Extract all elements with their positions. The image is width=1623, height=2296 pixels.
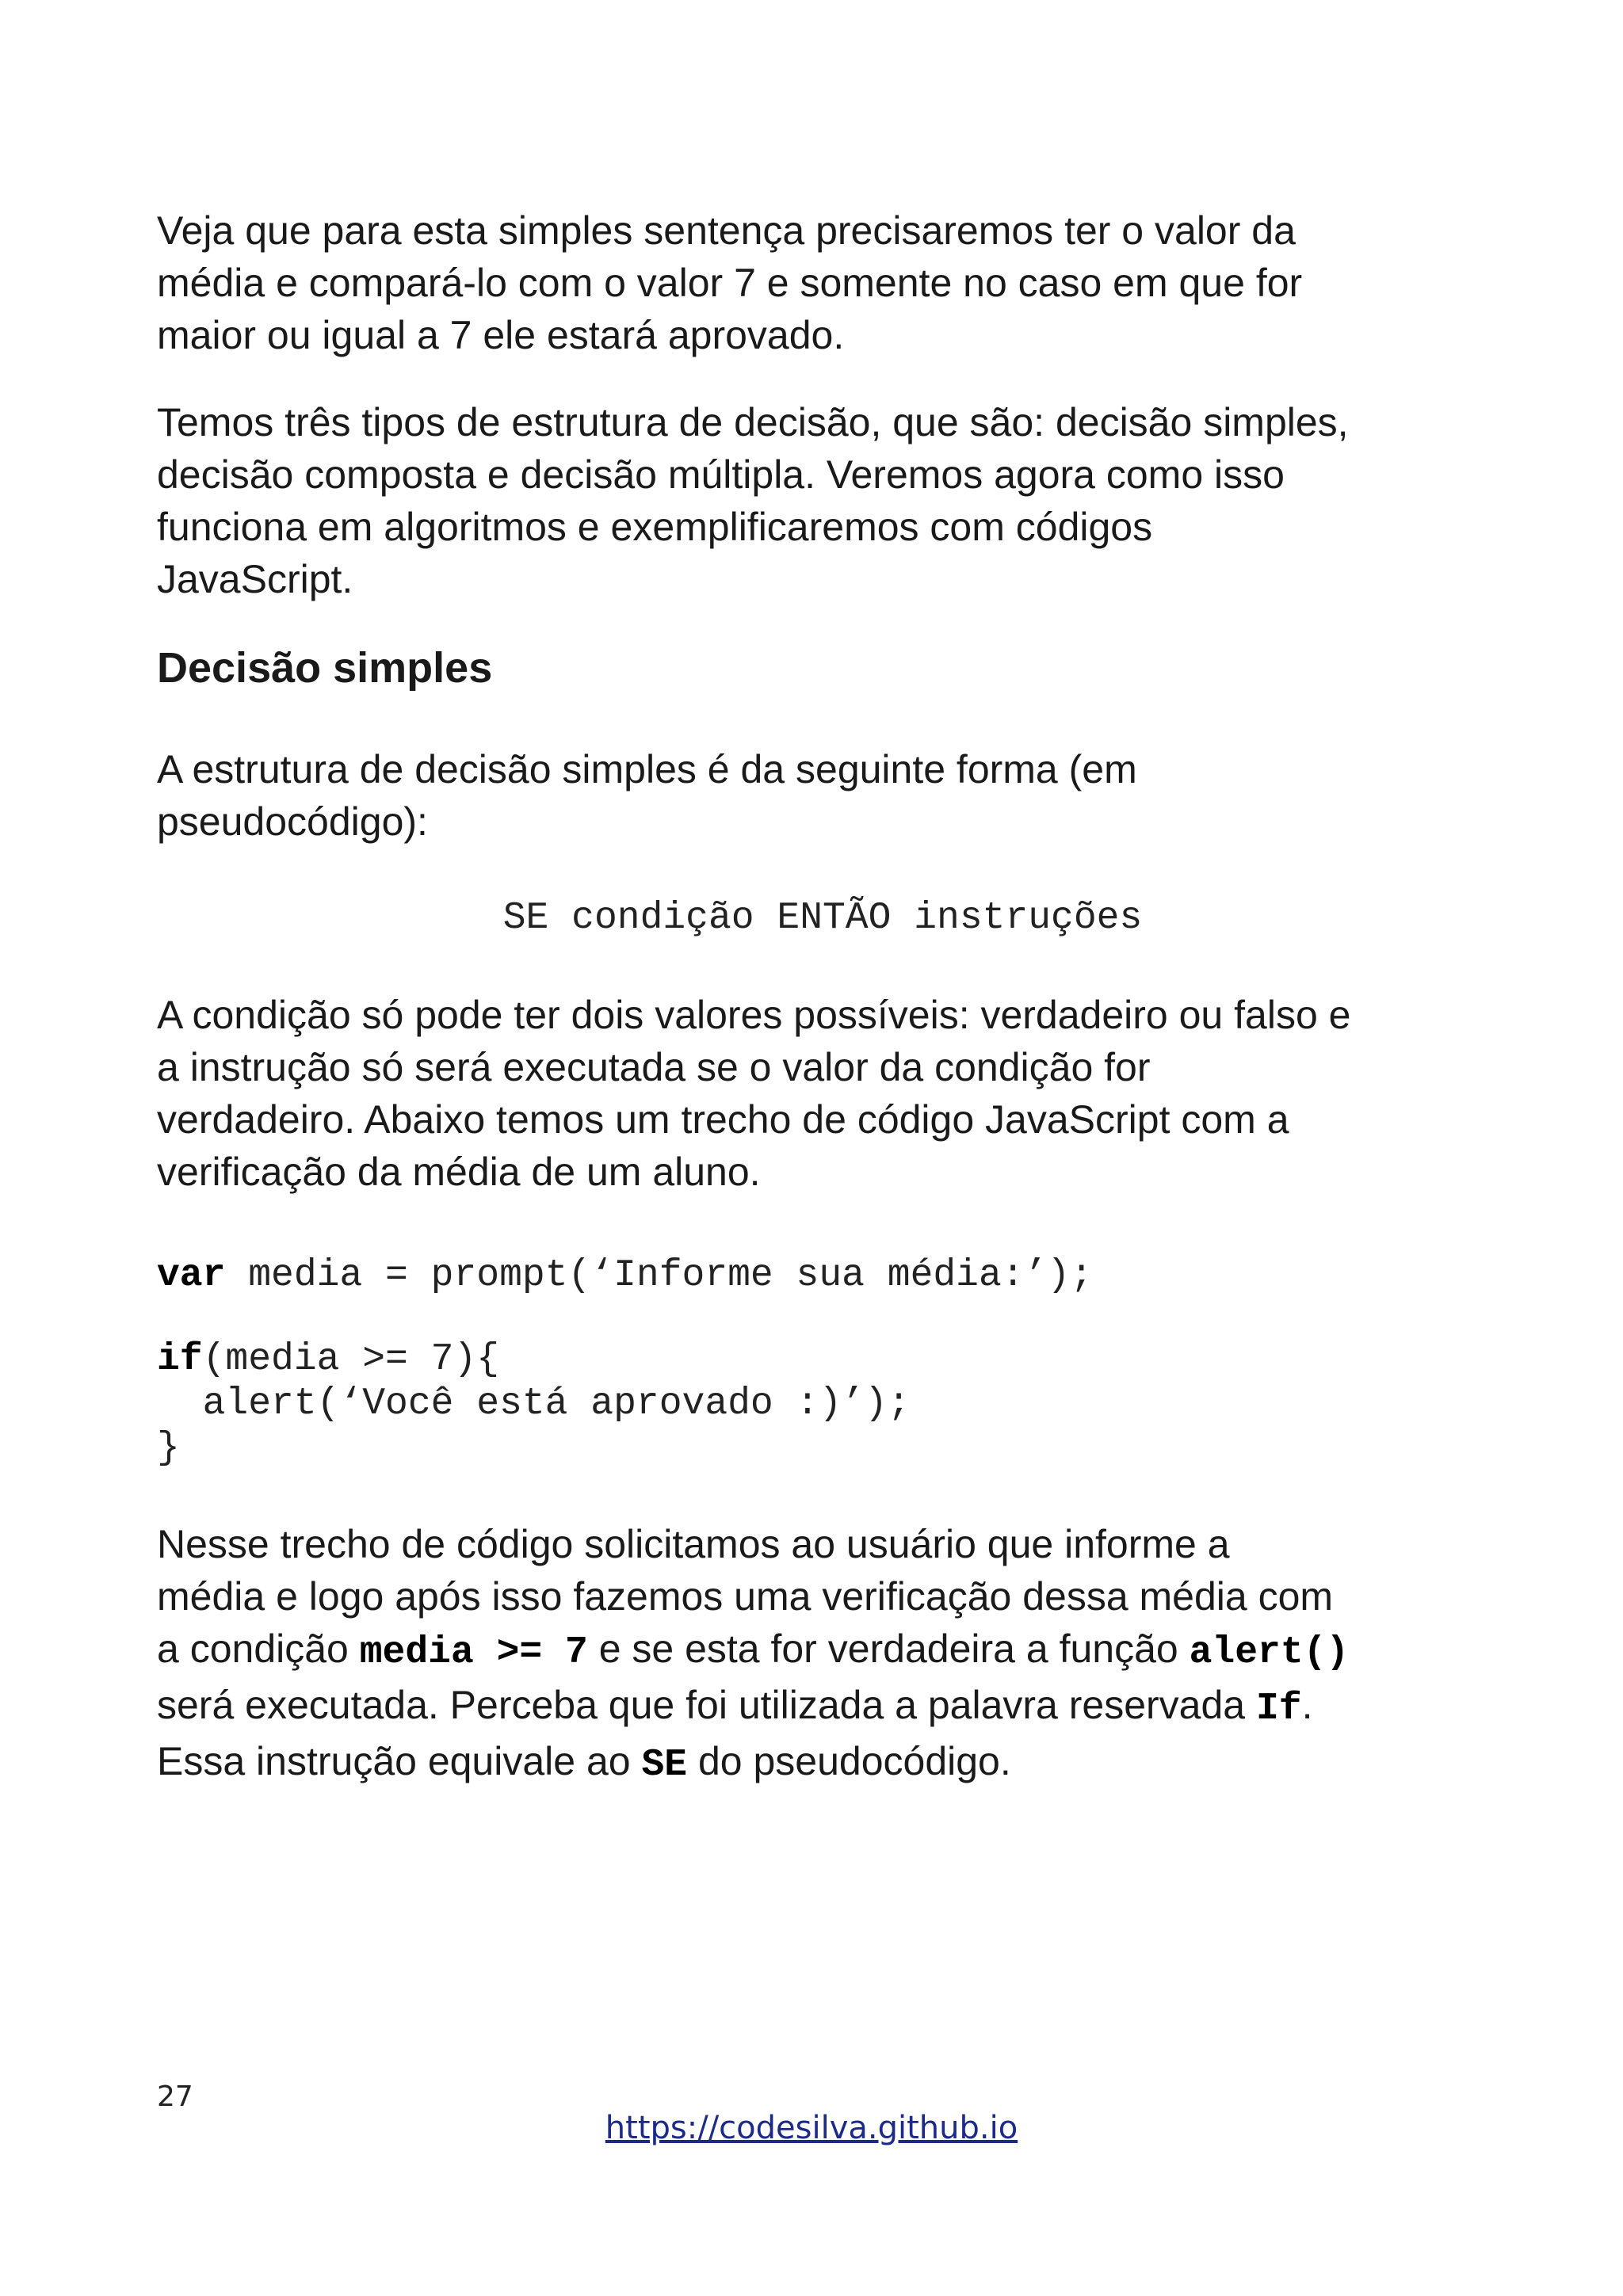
paragraph-decision-types: Temos três tipos de estrutura de decisão, que são: decisão simples, decisão composta e decisão múltipla. Veremos agora como isso funciona em algoritmos e exemplificaremos com códigos JavaScript. <box>157 400 1349 601</box>
code-line-1-text: media = prompt(‘Informe sua média:’); <box>225 1254 1093 1297</box>
code-line-2 <box>157 1337 1488 1382</box>
code-keyword-var: var <box>157 1254 226 1297</box>
page-number: 27 <box>157 2081 193 2113</box>
code-block <box>157 1253 1488 1470</box>
code-line-3: alert(‘Você está aprovado :)’); <box>157 1383 911 1425</box>
explanation-text-1: Nesse trecho de código solicitamos ao usuário que informe a média e logo após isso fazemos uma verificação dessa média com a condição <box>157 1522 1334 1671</box>
explanation-text-3: será executada. Perceba que foi utilizada a palavra reservada <box>157 1683 1246 1727</box>
explanation-text-4: . Essa instrução equivale ao <box>157 1683 1313 1783</box>
explanation-text-5: do pseudocódigo. <box>687 1739 1011 1783</box>
inline-code-if: If <box>1255 1688 1302 1730</box>
document-page <box>157 204 1488 1826</box>
section-heading: Decisão simples <box>157 644 493 692</box>
inline-code-se: SE <box>641 1744 688 1787</box>
code-keyword-if: if <box>157 1338 203 1381</box>
code-line-4: } <box>157 1427 180 1470</box>
inline-code-condition: media >= 7 <box>359 1631 588 1674</box>
pseudocode-line: SE condição ENTÃO instruções <box>502 897 1143 940</box>
paragraph-condition: A condição só pode ter dois valores possíveis: verdadeiro ou falso e a instrução só será executada se o valor da condição for verdadeiro. Abaixo temos um trecho de código JavaScript com a verificação da média de um aluno. <box>157 993 1351 1194</box>
paragraph-simple-structure: A estrutura de decisão simples é da seguinte forma (em pseudocódigo): <box>157 747 1137 844</box>
paragraph-intro: Veja que para esta simples sentença precisaremos ter o valor da média e compará-lo com o valor 7 e somente no caso em que for maior ou igual a 7 ele estará aprovado. <box>157 208 1303 357</box>
paragraph-explanation <box>157 1518 1488 1791</box>
code-line-1 <box>157 1253 1488 1298</box>
inline-code-alert: alert() <box>1189 1631 1350 1674</box>
footer-link[interactable]: https://codesilva.github.io <box>605 2110 1018 2146</box>
code-line-2-text: (media >= 7){ <box>202 1338 500 1381</box>
explanation-text-2: e se esta for verdadeira a função <box>587 1627 1190 1671</box>
